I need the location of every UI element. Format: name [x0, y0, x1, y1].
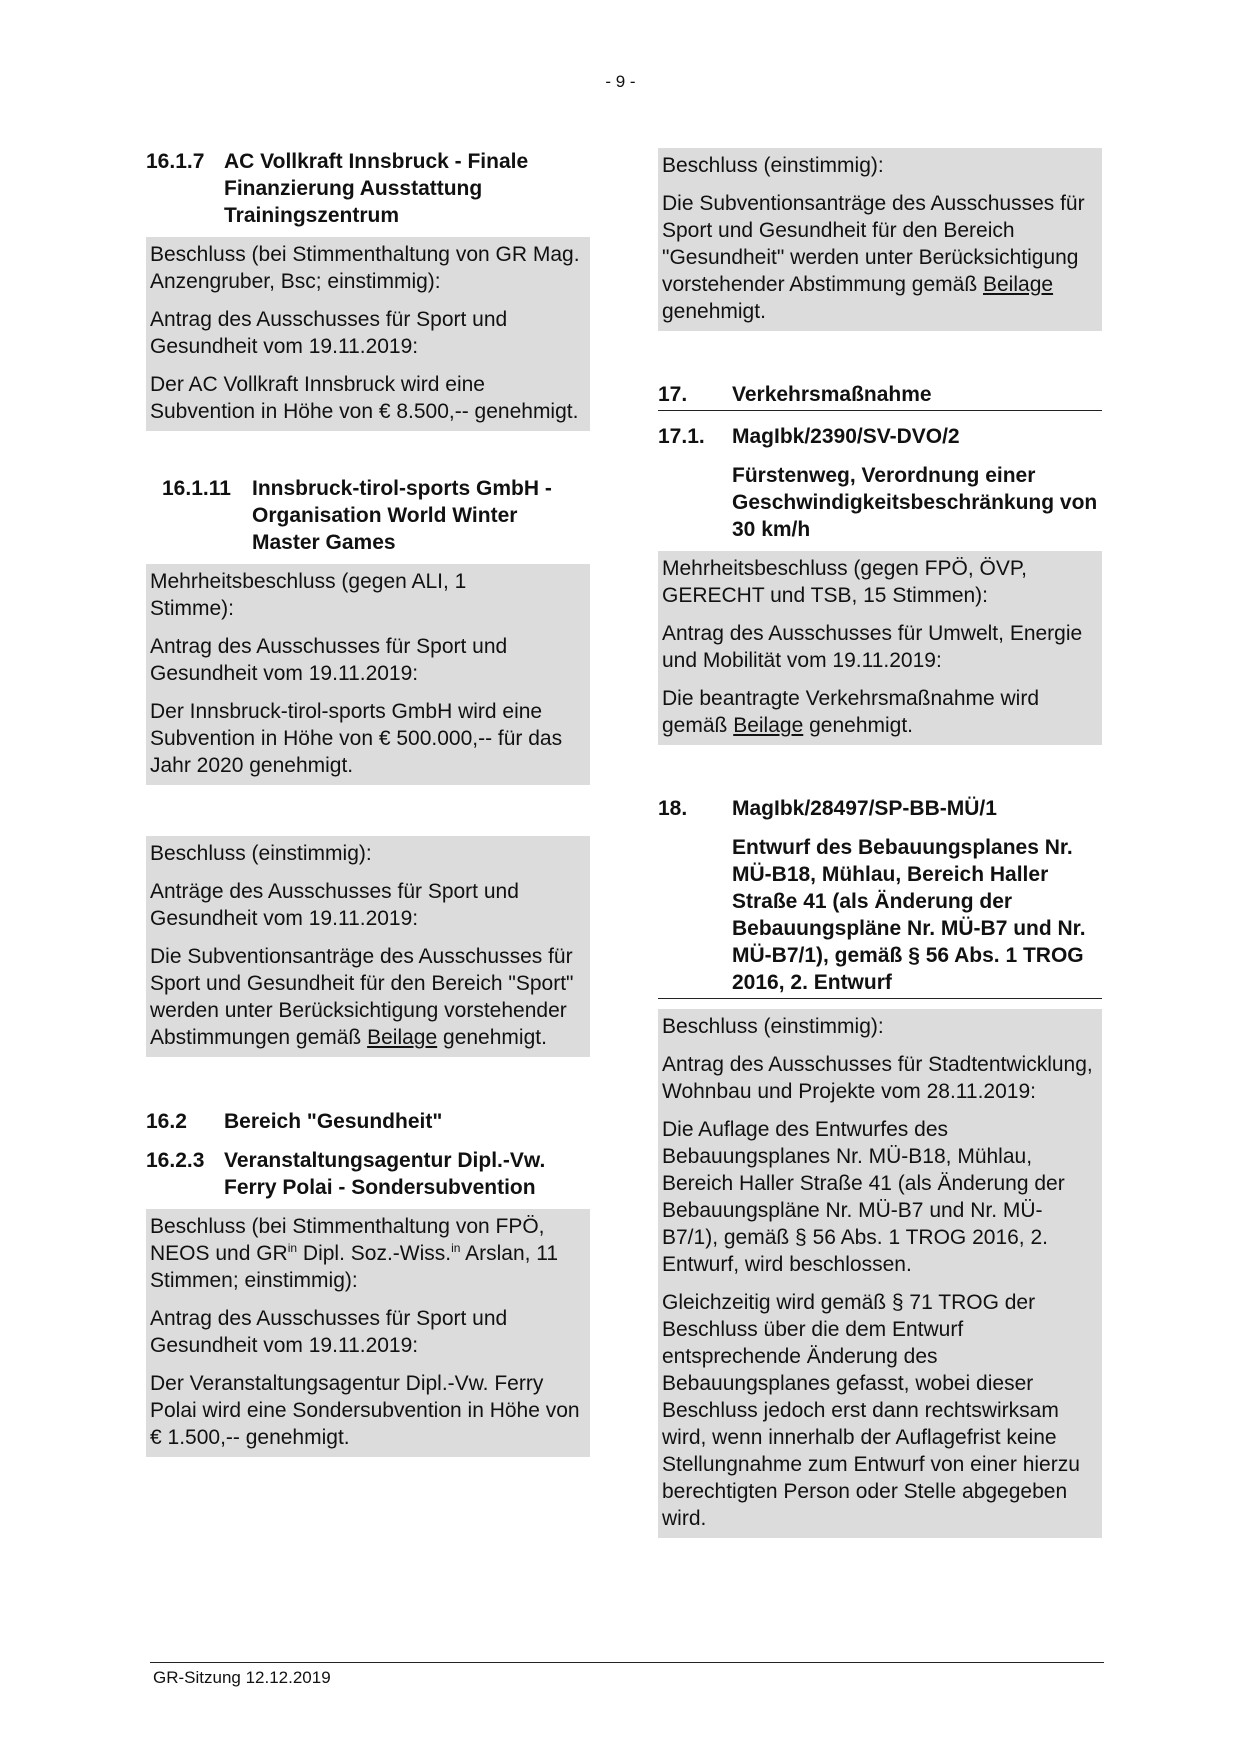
heading-18 — [658, 795, 1102, 822]
resolution-text: Der AC Vollkraft Innsbruck wird eine Subvention in Höhe von € 8.500,-- genehmigt. — [150, 373, 579, 423]
resolution-type-c: Arslan, 11 Stimmen; einstimmig): — [150, 1242, 559, 1292]
heading-16-2-3 — [146, 1147, 590, 1201]
heading-number: 16.2 — [146, 1110, 187, 1133]
heading-title: Fürstenweg, Verordnung einer Geschwindigkeitsbeschränkung von 30 km/h — [732, 464, 1098, 541]
heading-reference: MagIbk/2390/SV-DVO/2 — [732, 425, 960, 448]
resolution-text-end: genehmigt. — [809, 714, 914, 737]
heading-number: 18. — [658, 797, 688, 820]
heading-number: 16.2.3 — [146, 1149, 205, 1172]
resolution-type-a: Beschluss (bei Stimmenthaltung von FPÖ, NEOS und GR — [150, 1215, 545, 1265]
heading-number: 17. — [658, 383, 688, 406]
beilage-link[interactable]: Beilage — [733, 714, 804, 737]
heading-16-1-11 — [146, 475, 590, 556]
heading-title: Bereich "Gesundheit" — [224, 1110, 443, 1133]
left-column — [146, 148, 590, 1457]
resolution-text-end: genehmigt. — [662, 300, 766, 323]
heading-title: Entwurf des Bebauungsplanes Nr. MÜ-B18, Mühlau, Bereich Haller Straße 41 (als Änderung der Bebauungspläne Nr. MÜ-B7 und Nr. MÜ-B7/1), gemäß § 56 Abs. 1 TROG 2016, 2. Entwurf — [732, 836, 1086, 994]
motion-source: Antrag des Ausschusses für Sport und Gesundheit vom 19.11.2019: — [150, 308, 508, 358]
motion-source: Antrag des Ausschusses für Umwelt, Energie und Mobilität vom 19.11.2019: — [662, 622, 1083, 672]
heading-16-2 — [146, 1108, 590, 1135]
resolution-text — [662, 190, 1098, 325]
beilage-link[interactable]: Beilage — [983, 273, 1054, 296]
heading-18-title — [658, 834, 1102, 999]
resolution-text — [150, 943, 586, 1051]
resolution-box — [146, 564, 590, 785]
superscript-in: in — [287, 1241, 298, 1255]
heading-number: 17.1. — [658, 425, 705, 448]
superscript-in: in — [451, 1241, 461, 1255]
resolution-type: Mehrheitsbeschluss (gegen ALI, 1 Stimme): — [150, 570, 467, 620]
heading-17 — [658, 381, 1102, 411]
motion-source: Anträge des Ausschusses für Sport und Gesundheit vom 19.11.2019: — [150, 880, 519, 930]
resolution-text: Der Innsbruck-tirol-sports GmbH wird eine Subvention in Höhe von € 500.000,-- für das Jahr 2020 genehmigt. — [150, 700, 563, 777]
resolution-box — [146, 237, 590, 431]
resolution-type: Beschluss (einstimmig): — [150, 842, 372, 865]
resolution-type: Mehrheitsbeschluss (gegen FPÖ, ÖVP, GERECHT und TSB, 15 Stimmen): — [662, 557, 1027, 607]
resolution-text: Die Auflage des Entwurfes des Bebauungsplanes Nr. MÜ-B18, Mühlau, Bereich Haller Straße 41 (als Änderung der Bebauungspläne Nr. MÜ-B7 und Nr. MÜ-B7/1), gemäß § 56 Abs. 1 TROG 2016, 2. Entwurf, wird beschlossen. — [662, 1118, 1065, 1276]
resolution-box — [658, 551, 1102, 745]
health-summary-box — [658, 148, 1102, 331]
resolution-type: Beschluss (bei Stimmenthaltung von GR Mag. Anzengruber, Bsc; einstimmig): — [150, 243, 580, 293]
heading-number: 16.1.11 — [162, 477, 231, 500]
footer-text: GR-Sitzung 12.12.2019 — [153, 1668, 331, 1687]
resolution-type: Beschluss (einstimmig): — [662, 154, 884, 177]
motion-source: Antrag des Ausschusses für Sport und Gesundheit vom 19.11.2019: — [150, 1307, 508, 1357]
heading-number: 16.1.7 — [146, 150, 205, 173]
resolution-text-body: Die Subventionsanträge des Ausschusses für Sport und Gesundheit für den Bereich "Sport" werden unter Berücksichtigung vorstehender Abstimmungen gemäß — [150, 945, 574, 1049]
resolution-text-2: Gleichzeitig wird gemäß § 71 TROG der Beschluss über die dem Entwurf entsprechende Änderung des Bebauungsplanes gefasst, wobei dieser Beschluss jedoch erst dann rechtswirksam wird, wenn innerhalb der Auflagefrist keine Stellungnahme zum Entwurf von einer hierzu berechtigten Person oder Stelle abgegeben wird. — [662, 1291, 1080, 1530]
page-number: - 9 - — [605, 72, 636, 91]
heading-16-1-7 — [146, 148, 590, 229]
resolution-type-b: Dipl. Soz.-Wiss. — [297, 1242, 452, 1265]
resolution-box — [146, 1209, 590, 1457]
beilage-link[interactable]: Beilage — [367, 1026, 438, 1049]
footer-divider — [150, 1662, 1104, 1663]
heading-title: AC Vollkraft Innsbruck - Finale Finanzierung Ausstattung Trainingszentrum — [224, 150, 529, 227]
sport-summary-box — [146, 836, 590, 1057]
right-column — [658, 148, 1102, 1538]
resolution-text-body: Die Subventionsanträge des Ausschusses für Sport und Gesundheit für den Bereich "Gesundheit" werden unter Berücksichtigung vorstehender Abstimmung gemäß — [662, 192, 1085, 296]
resolution-box — [658, 1009, 1102, 1538]
heading-17-1 — [658, 423, 1102, 450]
heading-17-1-title — [658, 462, 1102, 543]
motion-source: Antrag des Ausschusses für Stadtentwicklung, Wohnbau und Projekte vom 28.11.2019: — [662, 1053, 1093, 1103]
heading-title: Innsbruck-tirol-sports GmbH - Organisation World Winter Master Games — [252, 477, 552, 554]
resolution-text-body: Die beantragte Verkehrsmaßnahme wird gemäß — [662, 687, 1040, 737]
heading-reference: MagIbk/28497/SP-BB-MÜ/1 — [732, 797, 997, 820]
resolution-text-end: genehmigt. — [443, 1026, 547, 1049]
heading-title: Veranstaltungsagentur Dipl.-Vw. Ferry Polai - Sondersubvention — [224, 1149, 546, 1199]
resolution-text — [662, 685, 1098, 739]
resolution-type — [150, 1213, 586, 1294]
heading-title: Verkehrsmaßnahme — [732, 383, 932, 406]
motion-source: Antrag des Ausschusses für Sport und Gesundheit vom 19.11.2019: — [150, 635, 508, 685]
resolution-text: Der Veranstaltungsagentur Dipl.-Vw. Ferry Polai wird eine Sondersubvention in Höhe von € 1.500,-- genehmigt. — [150, 1372, 580, 1449]
resolution-type: Beschluss (einstimmig): — [662, 1015, 884, 1038]
